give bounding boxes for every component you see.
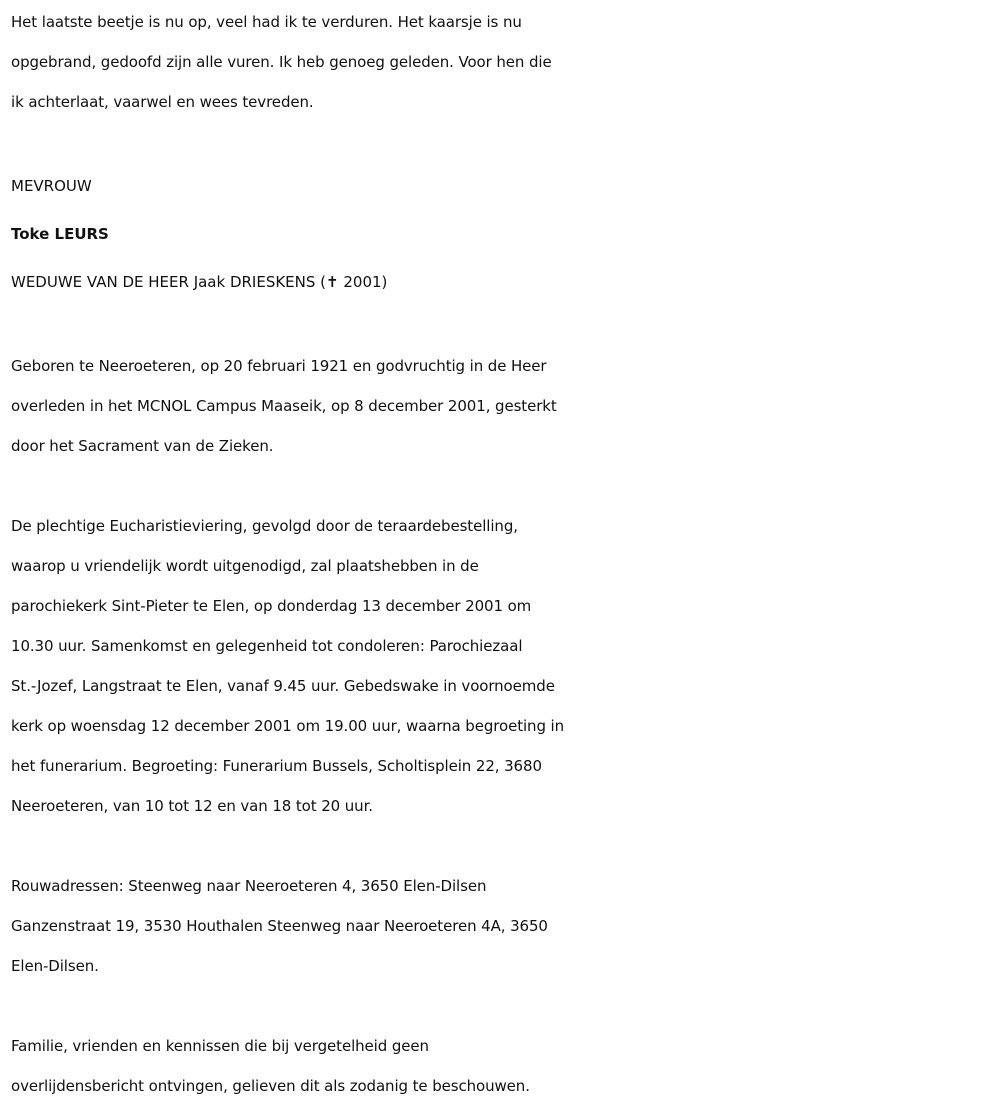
poem-line: Het laatste beetje is nu op, veel had ik te verduren. Het kaarsje is nu	[11, 13, 522, 31]
spacer	[11, 826, 997, 866]
poem-line: ik achterlaat, vaarwel en wees tevreden.	[11, 93, 314, 111]
paragraph-line: waarop u vriendelijk wordt uitgenodigd, zal plaatshebben in de	[11, 557, 479, 575]
spacer	[11, 306, 997, 346]
paragraph-line: kerk op woensdag 12 december 2001 om 19.00 uur, waarna begroeting in	[11, 717, 565, 735]
paragraph-line: Elen-Dilsen.	[11, 957, 99, 975]
salutation: MEVROUW	[11, 177, 92, 195]
paragraph-line: Familie, vrienden en kennissen die bij vergetelheid geen	[11, 1037, 429, 1055]
spacer	[11, 986, 997, 1026]
widow-of-line	[11, 258, 997, 306]
paragraph-line: parochiekerk Sint-Pieter te Elen, op donderdag 13 december 2001 om	[11, 597, 532, 615]
birth-death-paragraph	[11, 346, 997, 466]
addresses-paragraph	[11, 866, 997, 986]
poem-paragraph	[11, 2, 997, 122]
paragraph-line: overlijdensbericht ontvingen, gelieven dit als zodanig te beschouwen.	[11, 1077, 530, 1095]
widow-of-year: 2001)	[338, 273, 388, 291]
spacer	[11, 466, 997, 506]
ceremony-paragraph	[11, 506, 997, 826]
paragraph-line: 10.30 uur. Samenkomst en gelegenheid tot condoleren: Parochiezaal	[11, 637, 523, 655]
paragraph-line: De plechtige Eucharistieviering, gevolgd door de teraardebestelling,	[11, 517, 518, 535]
paragraph-line: St.-Jozef, Langstraat te Elen, vanaf 9.45 uur. Gebedswake in voornoemde	[11, 677, 555, 695]
paragraph-line: het funerarium. Begroeting: Funerarium Bussels, Scholtisplein 22, 3680	[11, 757, 542, 775]
paragraph-line: Neeroeteren, van 10 tot 12 en van 18 tot 20 uur.	[11, 797, 373, 815]
spacer	[11, 122, 997, 162]
deceased-name: Toke LEURS	[11, 225, 109, 243]
widow-of-text: WEDUWE VAN DE HEER Jaak DRIESKENS (	[11, 273, 327, 291]
poem-line: opgebrand, gedoofd zijn alle vuren. Ik heb genoeg geleden. Voor hen die	[11, 53, 552, 71]
notice-paragraph	[11, 1026, 997, 1106]
paragraph-line: Rouwadressen: Steenweg naar Neeroeteren 4, 3650 Elen-Dilsen	[11, 877, 487, 895]
obituary-document	[11, 2, 997, 1106]
paragraph-line: Ganzenstraat 19, 3530 Houthalen Steenweg naar Neeroeteren 4A, 3650	[11, 917, 548, 935]
cross-icon: ✝	[326, 273, 339, 291]
paragraph-line: overleden in het MCNOL Campus Maaseik, op 8 december 2001, gesterkt	[11, 397, 557, 415]
paragraph-line: door het Sacrament van de Zieken.	[11, 437, 274, 455]
paragraph-line: Geboren te Neeroeteren, op 20 februari 1921 en godvruchtig in de Heer	[11, 357, 547, 375]
